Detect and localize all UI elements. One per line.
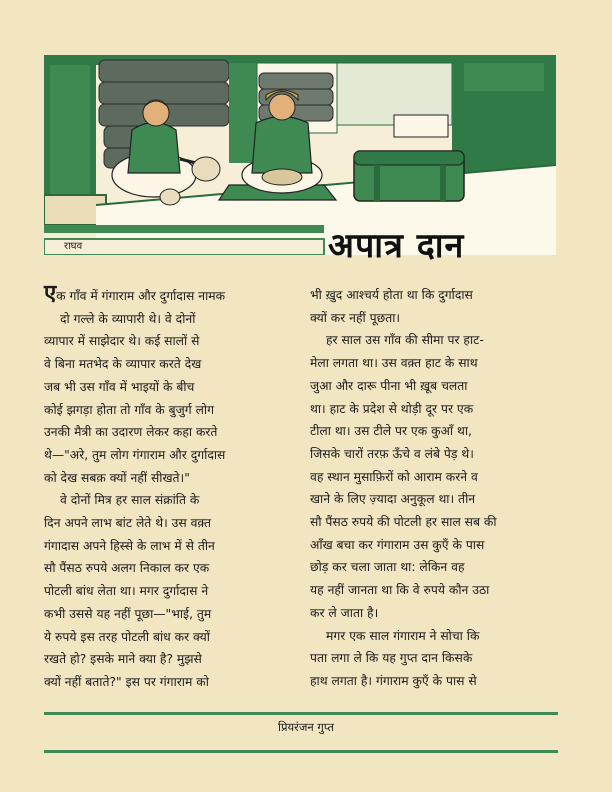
column-line: टीला था। उस टीले पर एक कुआँ था,	[310, 424, 472, 439]
column-line: सौ पैंसठ रुपये अलग निकाल कर एक	[44, 561, 210, 576]
text-column-left	[44, 281, 299, 694]
column-line: थे—"अरे, तुम लोग गंगाराम और दुर्गादास	[44, 447, 226, 462]
column-line: वह स्थान मुसाफ़िरों को आराम करने व	[310, 469, 478, 484]
column-line: आँख बचा कर गंगाराम उस कुएँ के पास	[310, 537, 485, 552]
column-line: दिन अपने लाभ बांट लेते थे। उस वक़्त	[44, 516, 212, 531]
column-line: पता लगा ले कि यह गुप्त दान किसके	[310, 651, 473, 666]
column-line: था। हाट के प्रदेश से थोड़ी दूर पर एक	[310, 401, 474, 416]
illustrator-signature: राघव	[64, 241, 83, 252]
column-line: को देख सबक़ क्यों नहीं सीखते।"	[44, 470, 190, 485]
author-credit: प्रियरंजन गुप्त	[277, 720, 335, 734]
column-line: वे बिना मतभेद के व्यापार करते देख	[44, 357, 202, 372]
drop-cap: ए	[44, 281, 57, 306]
column-line: कर ले जाता है।	[310, 605, 379, 620]
column-line-text: क गाँव में गंगाराम और दुर्गादास नामक	[56, 289, 226, 303]
column-line: कोई झगड़ा होता तो गाँव के बुजुर्ग लोग	[44, 402, 215, 417]
column-line: दो गल्ले के व्यापारी थे। वे दोनों	[60, 311, 196, 326]
column-line: सौ पैंसठ रुपये की पोटली हर साल सब की	[310, 515, 497, 530]
column-line: हर साल उस गाँव की सीमा पर हाट-	[326, 333, 484, 348]
column-line: जुआ और दारू पीना भी ख़ूब चलता	[310, 378, 468, 393]
column-line: छोड़ कर चला जाता था: लेकिन वह	[310, 560, 465, 575]
column-line: गंगादास अपने हिस्से के लाभ में से तीन	[44, 538, 215, 553]
column-line: जिसके चारों तरफ़ ऊँचे व लंबे पेड़ थे।	[310, 446, 474, 461]
column-line: मगर एक साल गंगाराम ने सोचा कि	[326, 628, 480, 643]
column-line: उनकी मैत्री का उदारण लेकर कहा करते	[44, 425, 218, 440]
column-line: मेला लगता था। उस वक़्त हाट के साथ	[310, 356, 478, 371]
column-line: भी ख़ुद आश्चर्य होता था कि दुर्गादास	[310, 288, 473, 302]
column-line: व्यापार में साझेदार थे। कई सालों से	[44, 334, 200, 349]
column-line: क्यों कर नहीं पूछता।	[310, 310, 401, 325]
column-line	[44, 281, 299, 308]
footer-rule-top	[44, 712, 558, 715]
text-column-right	[310, 284, 565, 693]
column-line: कभी उससे यह नहीं पूछा—"भाई, तुम	[44, 606, 212, 621]
footer-rule-bottom	[44, 750, 558, 753]
column-line: यह नहीं जानता था कि वे रुपये कौन उठा	[310, 583, 490, 598]
column-line: जब भी उस गाँव में भाइयों के बीच	[44, 379, 195, 394]
column-line: पोटली बांध लेता था। मगर दुर्गादास ने	[44, 584, 209, 599]
story-title: अपात्र दान	[328, 226, 465, 266]
column-line: क्यों नहीं बताते?" इस पर गंगाराम को	[44, 674, 209, 689]
column-line: हाथ लगता है। गंगाराम कुएँ के पास से	[310, 673, 477, 688]
column-line: रखते हो? इसके माने क्या है? मुझसे	[44, 652, 202, 667]
column-line: ये रुपये इस तरह पोटली बांध कर क्यों	[44, 629, 210, 644]
column-line: वे दोनों मित्र हर साल संक्रांति के	[60, 493, 200, 508]
column-line: खाने के लिए ज़्यादा अनुकूल था। तीन	[310, 492, 476, 507]
